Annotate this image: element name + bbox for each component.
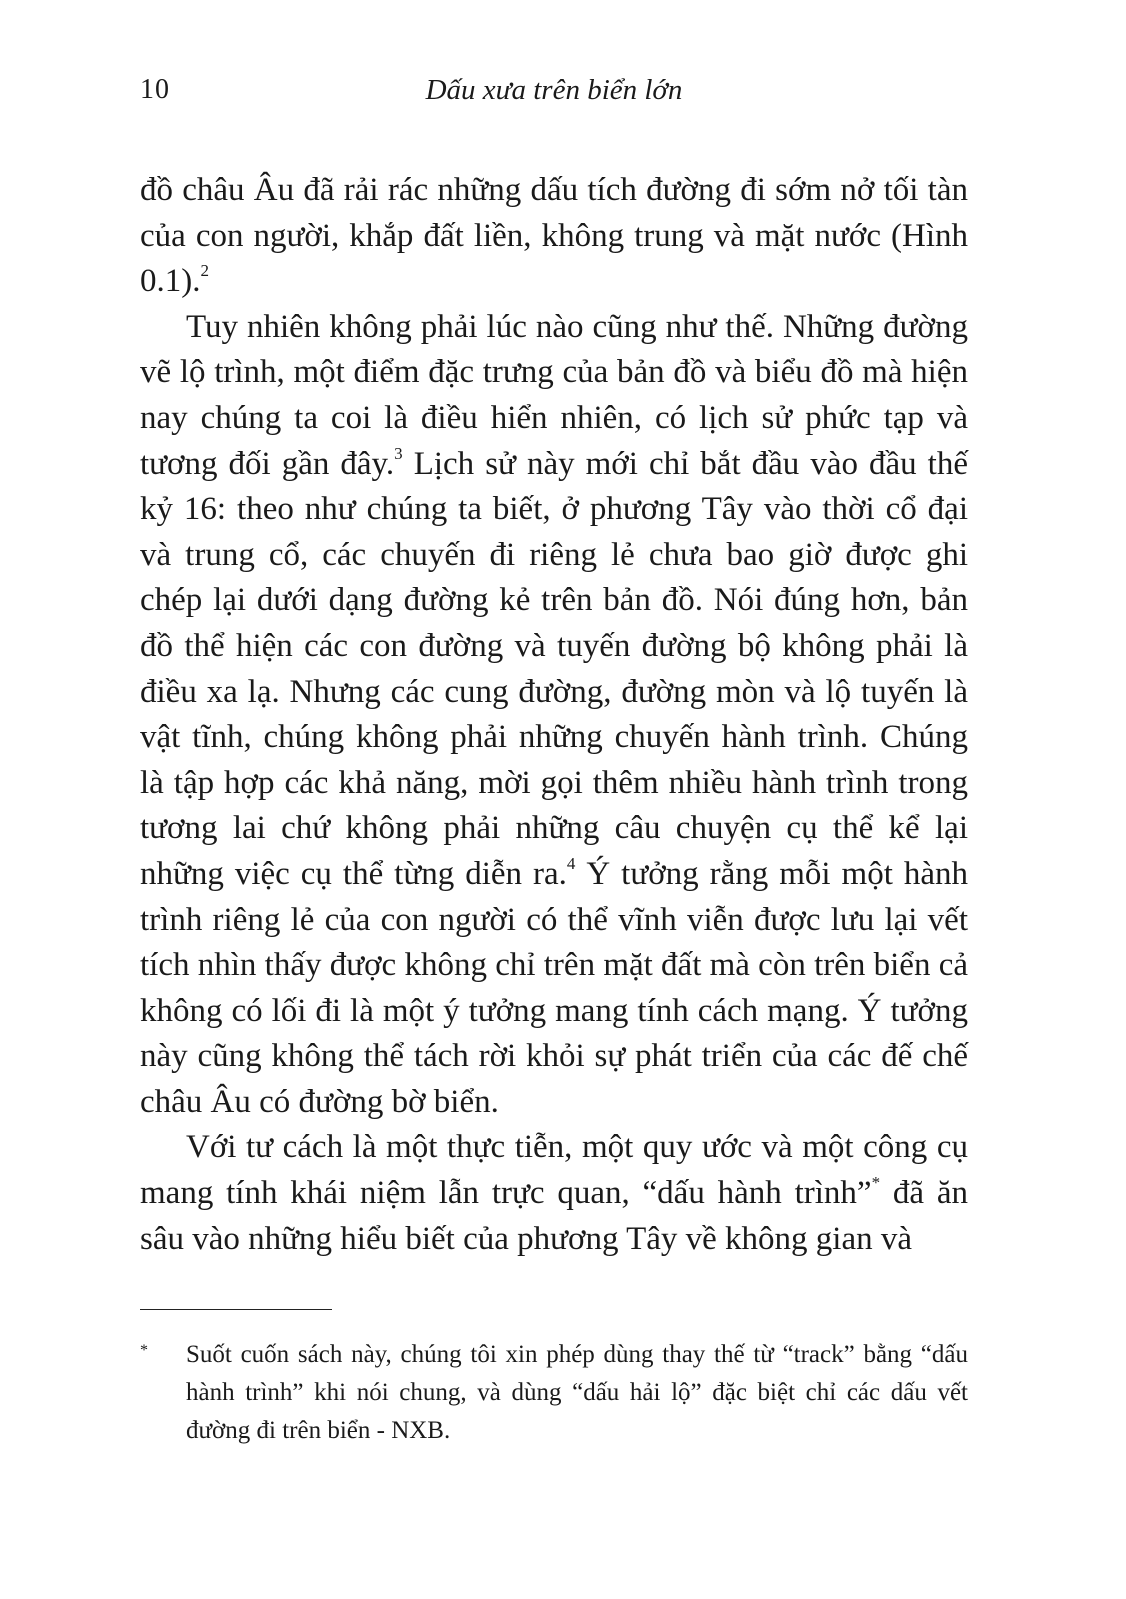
running-header-title: Dấu xưa trên biển lớn [425,74,683,106]
paragraph-continuation [140,168,968,305]
footnote-text: Suốt cuốn sách này, chúng tôi xin phép dùng thay thế từ “track” bằng “dấu hành trình” khi nói chung, và dùng “dấu hải lộ” đặc biệt chỉ các dấu vết đường đi trên biển - NXB. [186,1341,968,1444]
paragraph-3 [140,1125,968,1262]
paragraph-1-text: đồ châu Âu đã rải rác những dấu tích đường đi sớm nở tối tàn của con người, khắp đất liền, không trung và mặt nước (Hình 0.1). [140,172,968,300]
footnote-ref-4: 4 [566,853,576,873]
paragraph-3-part-1: Với tư cách là một thực tiễn, một quy ước và một công cụ mang tính khái niệm lẫn trực quan, “dấu hành trình” [140,1129,968,1212]
footnote-ref-asterisk: * [871,1173,881,1193]
footnote-marker: * [140,1342,148,1359]
paragraph-2-part-1: Tuy nhiên không phải lúc nào cũng như thế. Những đường vẽ lộ trình, một điểm đặc trưng của bản đồ và biểu đồ mà hiện nay chúng ta coi là điều hiển nhiên, có lịch sử phức tạp và tương đối gần đây. [140,308,968,482]
footnote-ref-2: 2 [200,261,209,281]
body-text [140,168,968,1262]
paragraph-2-part-2: Lịch sử này mới chỉ bắt đầu vào đầu thế kỷ 16: theo như chúng ta biết, ở phương Tây vào thời cổ đại và trung cổ, các chuyến đi riêng lẻ chưa bao giờ được ghi chép lại dưới dạng đường kẻ trên bản đồ. Nói đúng hơn, bản đồ thể hiện các con đường và tuyến đường bộ không phải là điều xa lạ. Nhưng các cung đường, đường mòn và lộ tuyến là vật tĩnh, chúng không phải những chuyến hành trình. Chúng là tập hợp các khả năng, mời gọi thêm nhiều hành trình trong tương lai chứ không phải những câu chuyện cụ thể kể lại những việc cụ thể từng diễn ra. [140,445,968,892]
footnote [140,1336,968,1450]
paragraph-2 [140,305,968,1126]
page-number: 10 [140,74,170,105]
footnote-separator [140,1309,332,1310]
paragraph-3-part-2: đã ăn sâu vào những hiểu biết của phương Tây về không gian và [140,1175,968,1257]
paragraph-2-part-3: Ý tưởng rằng mỗi một hành trình riêng lẻ của con người có thể vĩnh viễn được lưu lại vết tích nhìn thấy được không chỉ trên mặt đất mà còn trên biển cả không có lối đi là một ý tưởng mang tính cách mạng. Ý tưởng này cũng không thể tách rời khỏi sự phát triển của các đế chế châu Âu có đường bờ biển. [140,855,968,1120]
footnote-ref-3: 3 [394,443,403,463]
